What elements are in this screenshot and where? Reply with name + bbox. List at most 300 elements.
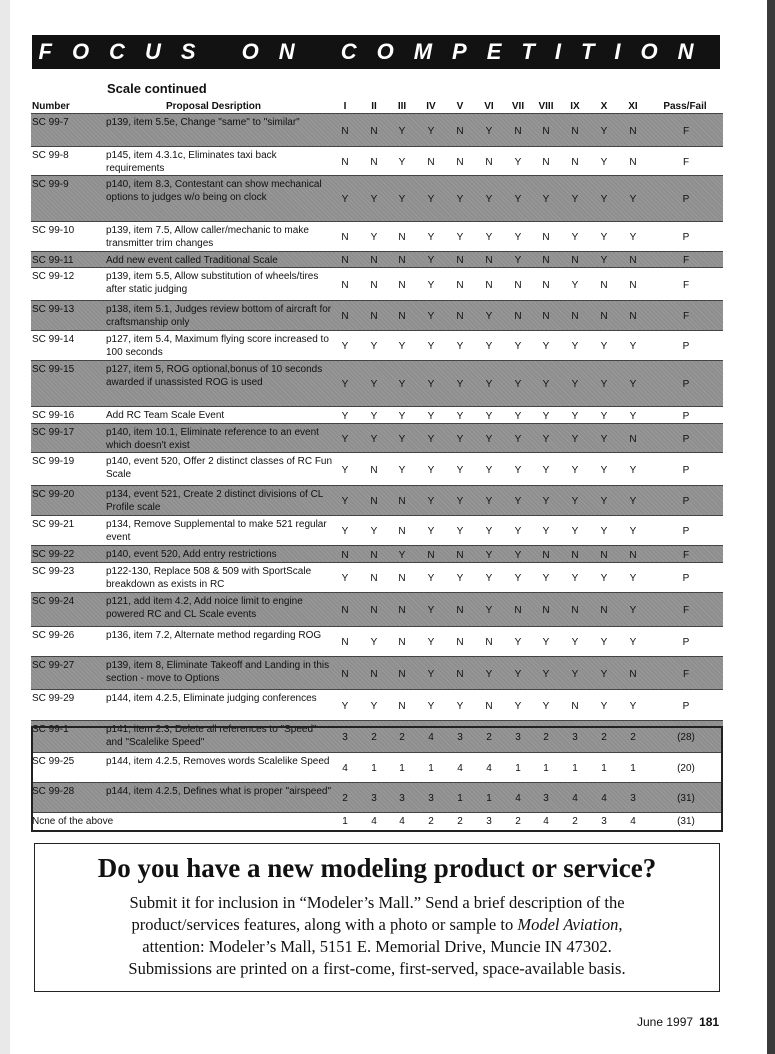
vote-cell: Y	[600, 701, 608, 712]
proposal-description: p141, item 2.3, Delete all references to "Speed" and "Scalelike Speed"	[106, 724, 317, 748]
vote-cell: 1	[371, 763, 377, 774]
vote-cell: Y	[427, 526, 435, 537]
vote-cell: Y	[456, 465, 464, 476]
vote-cell: Y	[427, 311, 435, 322]
page-footer	[637, 1015, 719, 1029]
table-row	[31, 221, 723, 251]
table-row	[31, 113, 723, 146]
vote-cell: Y	[370, 194, 378, 205]
vote-cell: 1	[630, 763, 636, 774]
vote-cell: N	[629, 669, 637, 680]
vote-cell: N	[427, 550, 435, 561]
vote-cell: Y	[485, 126, 493, 137]
pass-fail-result: F	[682, 311, 690, 322]
pass-fail-result: P	[682, 379, 690, 390]
vote-cell: Y	[485, 434, 493, 445]
proposal-description: p145, item 4.3.1c, Eliminates taxi back requirements	[106, 150, 277, 174]
vote-cell: Y	[542, 194, 550, 205]
vote-cell: N	[485, 637, 493, 648]
vote-cell: Y	[398, 434, 406, 445]
vote-cell: Y	[427, 194, 435, 205]
vote-cell: 4	[371, 816, 377, 827]
vote-cell: N	[456, 311, 464, 322]
vote-cell: 1	[572, 763, 578, 774]
proposal-description: p134, Remove Supplemental to make 521 regular event	[106, 519, 327, 543]
section-banner: FOCUS ON COMPETITION	[32, 35, 720, 69]
proposal-description: p121, add item 4.2, Add noice limit to engine powered RC and CL Scale events	[106, 596, 303, 620]
table-row	[31, 545, 723, 562]
vote-cell: Y	[600, 637, 608, 648]
header-col-11: XI	[628, 101, 638, 112]
proposal-number: SC 99-17	[32, 427, 75, 438]
table-row	[31, 562, 723, 592]
vote-cell: N	[542, 157, 550, 168]
vote-cell: Y	[370, 232, 378, 243]
ad-line-2	[55, 914, 699, 936]
vote-cell: N	[571, 605, 579, 616]
vote-cell: Y	[456, 526, 464, 537]
vote-cell: Y	[427, 280, 435, 291]
vote-cell: N	[456, 126, 464, 137]
table-row	[31, 452, 723, 485]
vote-cell: N	[514, 311, 522, 322]
pass-fail-result: (28)	[677, 732, 695, 743]
vote-cell: Y	[571, 669, 579, 680]
proposal-number: SC 99-28	[32, 786, 75, 797]
vote-cell: N	[341, 280, 349, 291]
vote-cell: Y	[571, 379, 579, 390]
vote-cell: Y	[427, 605, 435, 616]
vote-cell: 2	[457, 816, 463, 827]
vote-cell: Y	[600, 194, 608, 205]
vote-cell: Y	[600, 573, 608, 584]
vote-cell: 2	[515, 816, 521, 827]
vote-cell: Y	[542, 465, 550, 476]
vote-cell: Y	[341, 465, 349, 476]
vote-cell: N	[542, 550, 550, 561]
vote-cell: Y	[485, 573, 493, 584]
vote-cell: N	[370, 465, 378, 476]
proposal-number: SC 99-26	[32, 630, 75, 641]
vote-cell: Y	[571, 573, 579, 584]
vote-cell: Y	[456, 232, 464, 243]
page-right-edge	[767, 0, 775, 1054]
vote-cell: 3	[457, 732, 463, 743]
vote-cell: N	[370, 550, 378, 561]
vote-cell: Y	[571, 637, 579, 648]
vote-cell: N	[398, 526, 406, 537]
vote-cell: Y	[427, 465, 435, 476]
vote-cell: N	[629, 434, 637, 445]
vote-cell: Y	[485, 411, 493, 422]
vote-cell: N	[571, 550, 579, 561]
vote-cell: Y	[485, 232, 493, 243]
vote-cell: N	[600, 605, 608, 616]
ad-line-2-comma: ,	[618, 915, 623, 934]
vote-cell: Y	[456, 573, 464, 584]
vote-cell: Y	[542, 411, 550, 422]
vote-cell: 3	[601, 816, 607, 827]
vote-cell: Y	[629, 411, 637, 422]
table-row	[31, 267, 723, 300]
table-row	[31, 592, 723, 626]
vote-cell: Y	[600, 526, 608, 537]
proposal-description: p127, item 5, ROG optional,bonus of 10 seconds awarded if unassisted ROG is used	[106, 364, 323, 388]
ad-body	[35, 892, 719, 980]
vote-cell: Y	[398, 126, 406, 137]
vote-cell: Y	[542, 341, 550, 352]
vote-cell: N	[370, 311, 378, 322]
vote-cell: N	[341, 605, 349, 616]
vote-cell: N	[341, 232, 349, 243]
proposal-number: SC 99-10	[32, 225, 75, 236]
vote-cell: Y	[600, 232, 608, 243]
vote-cell: 4	[342, 763, 348, 774]
proposal-description: p127, item 5.4, Maximum flying score increased to 100 seconds	[106, 334, 329, 358]
table-row	[31, 146, 723, 175]
proposal-description: p138, item 5.1, Judges review bottom of aircraft for craftsmanship only	[106, 304, 332, 328]
vote-cell: Y	[341, 411, 349, 422]
table-row	[31, 656, 723, 689]
header-description: Proposal Desription	[166, 101, 262, 112]
vote-cell: N	[629, 280, 637, 291]
vote-cell: Y	[600, 465, 608, 476]
vote-cell: N	[398, 311, 406, 322]
table-row	[31, 515, 723, 545]
vote-cell: N	[600, 280, 608, 291]
ad-line-3: attention: Modeler’s Mall, 5151 E. Memorial Drive, Muncie IN 47302.	[142, 937, 612, 956]
vote-cell: Y	[427, 126, 435, 137]
pass-fail-result: P	[682, 526, 690, 537]
page-number: 181	[699, 1015, 720, 1029]
vote-cell: N	[600, 311, 608, 322]
vote-cell: N	[542, 232, 550, 243]
vote-cell: Y	[542, 573, 550, 584]
vote-cell: 1	[342, 816, 348, 827]
ad-title: Do you have a new modeling product or service?	[97, 853, 657, 883]
proposal-description: p122-130, Replace 508 & 509 with SportScale breakdown as exists in RC	[106, 566, 312, 590]
proposal-description: p134, event 521, Create 2 distinct divisions of CL Profile scale	[106, 489, 323, 513]
vote-cell: Y	[600, 255, 608, 266]
vote-cell: N	[398, 637, 406, 648]
vote-cell: N	[398, 573, 406, 584]
vote-cell: N	[398, 255, 406, 266]
vote-cell: 2	[486, 732, 492, 743]
vote-cell: N	[629, 311, 637, 322]
table-row	[31, 782, 723, 812]
vote-cell: 2	[342, 793, 348, 804]
table-row	[31, 330, 723, 360]
proposal-number: SC 99-7	[32, 117, 69, 128]
vote-cell: N	[542, 126, 550, 137]
vote-cell: Y	[341, 379, 349, 390]
vote-cell: Y	[571, 465, 579, 476]
vote-cell: Y	[485, 341, 493, 352]
proposal-description: p136, item 7.2, Alternate method regarding ROG	[106, 630, 322, 641]
pass-fail-result: (20)	[677, 763, 695, 774]
vote-cell: Y	[485, 526, 493, 537]
vote-cell: Y	[514, 637, 522, 648]
vote-cell: Y	[456, 496, 464, 507]
vote-cell: 3	[342, 732, 348, 743]
pass-fail-result: P	[682, 341, 690, 352]
vote-cell: Y	[629, 496, 637, 507]
proposal-number: SC 99-8	[32, 150, 69, 161]
vote-cell: N	[629, 255, 637, 266]
pass-fail-result: P	[682, 194, 690, 205]
vote-cell: Y	[571, 194, 579, 205]
table-row	[31, 406, 723, 423]
vote-cell: 3	[515, 732, 521, 743]
vote-cell: 3	[428, 793, 434, 804]
vote-cell: N	[370, 573, 378, 584]
page-left-edge	[0, 0, 10, 1054]
vote-cell: Y	[629, 526, 637, 537]
vote-cell: Y	[514, 526, 522, 537]
vote-cell: 4	[630, 816, 636, 827]
vote-cell: Y	[542, 379, 550, 390]
vote-cell: N	[629, 550, 637, 561]
vote-cell: Y	[600, 434, 608, 445]
vote-cell: N	[370, 605, 378, 616]
vote-cell: 4	[572, 793, 578, 804]
vote-cell: 3	[630, 793, 636, 804]
vote-cell: Y	[514, 255, 522, 266]
vote-cell: N	[398, 232, 406, 243]
vote-cell: 2	[428, 816, 434, 827]
vote-cell: N	[341, 157, 349, 168]
vote-cell: Y	[542, 701, 550, 712]
pass-fail-result: P	[682, 496, 690, 507]
header-col-9: IX	[570, 101, 580, 112]
header-col-3: III	[397, 101, 407, 112]
vote-cell: Y	[485, 194, 493, 205]
header-col-8: VIII	[538, 101, 554, 112]
proposal-number: SC 99-13	[32, 304, 75, 315]
table-row	[31, 175, 723, 221]
vote-cell: Y	[398, 157, 406, 168]
vote-cell: 4	[543, 816, 549, 827]
vote-cell: 1	[457, 793, 463, 804]
table-row	[31, 812, 723, 827]
ad-line-4: Submissions are printed on a first-come, first-served, space-available basis.	[128, 959, 626, 978]
vote-cell: N	[341, 669, 349, 680]
vote-cell: Y	[456, 341, 464, 352]
vote-cell: N	[485, 701, 493, 712]
vote-cell: Y	[427, 379, 435, 390]
vote-cell: Y	[427, 232, 435, 243]
vote-cell: Y	[427, 496, 435, 507]
proposal-description: p140, event 520, Add entry restrictions	[106, 549, 277, 560]
vote-cell: N	[398, 669, 406, 680]
vote-cell: Y	[629, 194, 637, 205]
vote-cell: Y	[341, 573, 349, 584]
pass-fail-result: F	[682, 605, 690, 616]
proposal-number: SC 99-24	[32, 596, 75, 607]
pass-fail-result: F	[682, 157, 690, 168]
header-col-2: II	[371, 101, 377, 112]
vote-cell: N	[542, 311, 550, 322]
vote-cell: Y	[571, 280, 579, 291]
vote-cell: Y	[629, 701, 637, 712]
vote-cell: Y	[571, 526, 579, 537]
vote-cell: Y	[370, 379, 378, 390]
vote-cell: Y	[456, 434, 464, 445]
proposal-number: SC 99-15	[32, 364, 75, 375]
vote-cell: Y	[485, 311, 493, 322]
vote-cell: Y	[341, 341, 349, 352]
vote-cell: Y	[514, 573, 522, 584]
pass-fail-result: P	[682, 573, 690, 584]
vote-cell: 4	[428, 732, 434, 743]
vote-cell: 2	[601, 732, 607, 743]
vote-cell: Y	[600, 126, 608, 137]
vote-cell: Y	[542, 496, 550, 507]
proposal-number: Ncne of the above	[32, 816, 114, 827]
vote-cell: 2	[543, 732, 549, 743]
vote-cell: Y	[456, 701, 464, 712]
vote-cell: Y	[629, 379, 637, 390]
vote-cell: Y	[514, 379, 522, 390]
vote-cell: N	[370, 126, 378, 137]
vote-cell: Y	[427, 701, 435, 712]
vote-cell: Y	[370, 411, 378, 422]
vote-cell: Y	[542, 434, 550, 445]
vote-cell: Y	[571, 341, 579, 352]
vote-cell: Y	[629, 605, 637, 616]
header-col-5: V	[456, 101, 464, 112]
modelers-mall-ad	[34, 843, 720, 992]
table-row	[31, 689, 723, 720]
proposal-number: SC 99-1	[32, 724, 69, 735]
vote-cell: Y	[398, 465, 406, 476]
vote-cell: N	[514, 280, 522, 291]
vote-cell: 1	[428, 763, 434, 774]
vote-cell: Y	[514, 669, 522, 680]
header-number: Number	[32, 101, 70, 112]
vote-cell: Y	[514, 550, 522, 561]
vote-cell: Y	[398, 550, 406, 561]
pass-fail-result: P	[682, 637, 690, 648]
vote-cell: 3	[572, 732, 578, 743]
vote-cell: Y	[370, 701, 378, 712]
header-col-4: IV	[426, 101, 436, 112]
table-row	[31, 251, 723, 267]
vote-cell: N	[398, 280, 406, 291]
vote-cell: Y	[485, 496, 493, 507]
vote-cell: N	[542, 605, 550, 616]
proposal-description: p140, event 520, Offer 2 distinct classes of RC Fun Scale	[106, 456, 333, 480]
vote-cell: N	[370, 496, 378, 507]
vote-cell: Y	[398, 194, 406, 205]
vote-cell: N	[398, 605, 406, 616]
vote-cell: Y	[514, 411, 522, 422]
vote-cell: N	[542, 255, 550, 266]
issue-date: June 1997	[637, 1015, 694, 1029]
vote-cell: Y	[629, 341, 637, 352]
pass-fail-result: P	[682, 701, 690, 712]
vote-cell: Y	[370, 434, 378, 445]
proposal-number: SC 99-22	[32, 549, 75, 560]
vote-cell: Y	[398, 341, 406, 352]
vote-cell: Y	[341, 496, 349, 507]
pass-fail-result: P	[682, 434, 690, 445]
vote-cell: Y	[629, 465, 637, 476]
vote-cell: Y	[427, 255, 435, 266]
vote-cell: N	[485, 255, 493, 266]
vote-cell: 3	[399, 793, 405, 804]
proposal-number: SC 99-29	[32, 693, 75, 704]
vote-cell: Y	[485, 379, 493, 390]
vote-cell: N	[456, 637, 464, 648]
vote-cell: N	[398, 701, 406, 712]
vote-cell: Y	[571, 434, 579, 445]
table-row	[31, 423, 723, 452]
vote-cell: Y	[341, 194, 349, 205]
vote-cell: N	[427, 157, 435, 168]
vote-cell: N	[456, 255, 464, 266]
section-title: Scale continued	[107, 81, 207, 96]
vote-cell: Y	[514, 341, 522, 352]
vote-cell: Y	[427, 411, 435, 422]
vote-cell: Y	[514, 465, 522, 476]
header-col-10: X	[600, 101, 608, 112]
vote-cell: Y	[370, 637, 378, 648]
vote-cell: Y	[427, 669, 435, 680]
vote-cell: Y	[571, 232, 579, 243]
vote-cell: N	[485, 280, 493, 291]
vote-cell: Y	[600, 379, 608, 390]
vote-cell: N	[370, 255, 378, 266]
vote-cell: N	[600, 550, 608, 561]
vote-cell: N	[456, 550, 464, 561]
proposal-description: p139, item 5.5e, Change "same" to "similar"	[106, 117, 300, 128]
vote-cell: N	[485, 157, 493, 168]
vote-cell: Y	[600, 496, 608, 507]
vote-cell: Y	[485, 669, 493, 680]
vote-cell: N	[514, 605, 522, 616]
proposal-number: SC 99-14	[32, 334, 75, 345]
vote-cell: 1	[543, 763, 549, 774]
proposal-number: SC 99-27	[32, 660, 75, 671]
vote-cell: Y	[370, 526, 378, 537]
vote-cell: Y	[514, 157, 522, 168]
vote-cell: 1	[601, 763, 607, 774]
vote-cell: Y	[542, 526, 550, 537]
vote-cell: 4	[399, 816, 405, 827]
vote-cell: Y	[600, 157, 608, 168]
vote-cell: Y	[427, 573, 435, 584]
proposal-description: p144, item 4.2.5, Defines what is proper "airspeed"	[106, 786, 331, 797]
vote-cell: 3	[543, 793, 549, 804]
pass-fail-result: F	[682, 280, 690, 291]
vote-cell: Y	[514, 232, 522, 243]
proposal-number: SC 99-19	[32, 456, 75, 467]
vote-cell: Y	[542, 669, 550, 680]
vote-cell: Y	[629, 637, 637, 648]
vote-cell: 2	[399, 732, 405, 743]
vote-cell: Y	[514, 701, 522, 712]
vote-cell: Y	[485, 550, 493, 561]
vote-cell: 2	[630, 732, 636, 743]
proposal-description: p139, item 5.5, Allow substitution of wheels/tires after static judging	[106, 271, 319, 295]
table-row	[31, 626, 723, 656]
vote-cell: N	[571, 255, 579, 266]
vote-cell: Y	[629, 573, 637, 584]
vote-cell: Y	[514, 496, 522, 507]
vote-cell: Y	[398, 379, 406, 390]
vote-cell: 4	[457, 763, 463, 774]
